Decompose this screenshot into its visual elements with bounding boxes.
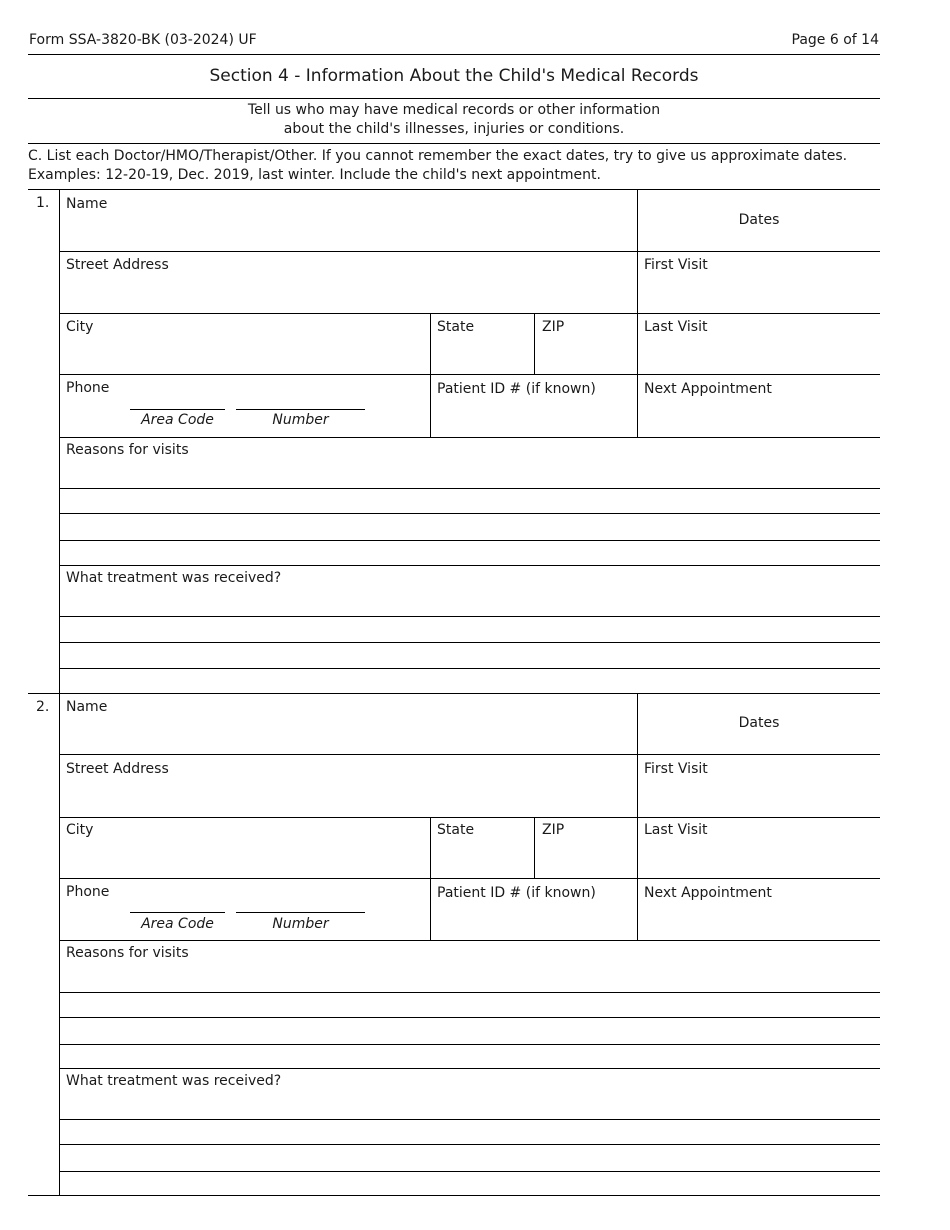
patient-id-field[interactable] (431, 399, 636, 436)
patient-id-field[interactable] (431, 903, 636, 940)
state-label: State (437, 319, 475, 335)
treatment-label: What treatment was received? (66, 570, 282, 586)
zip-field[interactable] (535, 840, 636, 878)
zip-label: ZIP (542, 822, 565, 838)
area-code-field[interactable] (130, 390, 225, 410)
city-field[interactable] (60, 337, 429, 374)
name-field[interactable] (60, 717, 636, 753)
writing-line (59, 1119, 880, 1120)
dates-header: Dates (738, 212, 780, 228)
writing-line (59, 1044, 880, 1045)
entry-number: 2. (36, 699, 50, 715)
area-code-caption: Area Code (141, 412, 214, 428)
city-field[interactable] (60, 840, 429, 878)
phone-label: Phone (66, 884, 110, 900)
row-rule (59, 251, 880, 252)
name-field[interactable] (60, 214, 636, 250)
patient-id-label: Patient ID # (if known) (437, 885, 596, 901)
city-label: City (66, 822, 94, 838)
form-id: Form SSA-3820-BK (03-2024) UF (29, 32, 257, 48)
treatment-field[interactable] (60, 588, 880, 692)
zip-field[interactable] (535, 337, 636, 374)
reasons-field[interactable] (60, 963, 880, 1068)
writing-line (59, 1017, 880, 1018)
row-rule (59, 754, 880, 755)
patient-id-label: Patient ID # (if known) (437, 381, 596, 397)
header-rule (28, 54, 880, 55)
phone-number-field[interactable] (236, 893, 365, 913)
entry-number: 1. (36, 195, 50, 211)
treatment-label: What treatment was received? (66, 1073, 282, 1089)
street-address-label: Street Address (66, 257, 169, 273)
number-caption: Number (272, 412, 329, 428)
state-field[interactable] (431, 840, 533, 878)
writing-line (59, 992, 880, 993)
street-address-label: Street Address (66, 761, 169, 777)
first-visit-field[interactable] (638, 275, 880, 312)
title-rule (28, 98, 880, 99)
last-visit-field[interactable] (638, 840, 880, 878)
writing-line (59, 616, 880, 617)
entry-bottom-rule (28, 693, 880, 694)
dates-header: Dates (738, 715, 780, 731)
row-rule (59, 940, 880, 941)
writing-line (59, 668, 880, 669)
next-appointment-field[interactable] (638, 399, 880, 436)
writing-line (59, 1144, 880, 1145)
row-rule (59, 1068, 880, 1069)
instruction-rule (28, 189, 880, 190)
writing-line (59, 488, 880, 489)
intro-rule (28, 143, 880, 144)
first-visit-label: First Visit (644, 761, 708, 777)
next-appointment-label: Next Appointment (644, 381, 772, 397)
page-number: Page 6 of 14 (791, 32, 879, 48)
intro-line-1: Tell us who may have medical records or other information (247, 102, 661, 118)
first-visit-label: First Visit (644, 257, 708, 273)
treatment-field[interactable] (60, 1091, 880, 1194)
area-code-field[interactable] (130, 893, 225, 913)
instruction-line-2: Examples: 12-20-19, Dec. 2019, last winter. Include the child's next appointment. (28, 167, 601, 183)
row-rule (59, 313, 880, 314)
state-field[interactable] (431, 337, 533, 374)
section-title: Section 4 - Information About the Child's Medical Records (209, 66, 699, 86)
number-caption: Number (272, 916, 329, 932)
street-address-field[interactable] (60, 275, 636, 312)
writing-line (59, 540, 880, 541)
state-label: State (437, 822, 475, 838)
street-address-field[interactable] (60, 779, 636, 816)
zip-label: ZIP (542, 319, 565, 335)
row-rule (59, 437, 880, 438)
writing-line (59, 1171, 880, 1172)
writing-line (59, 642, 880, 643)
last-visit-label: Last Visit (644, 822, 708, 838)
reasons-label: Reasons for visits (66, 442, 189, 458)
phone-number-field[interactable] (236, 390, 365, 410)
name-label: Name (66, 699, 108, 715)
phone-label: Phone (66, 380, 110, 396)
row-rule (59, 565, 880, 566)
entry-bottom-rule (28, 1195, 880, 1196)
row-rule (59, 878, 880, 879)
row-rule (59, 817, 880, 818)
last-visit-field[interactable] (638, 337, 880, 374)
next-appointment-label: Next Appointment (644, 885, 772, 901)
last-visit-label: Last Visit (644, 319, 708, 335)
row-rule (59, 374, 880, 375)
instruction-line-1: C. List each Doctor/HMO/Therapist/Other. If you cannot remember the exact dates, try to give us approximate dates. (28, 148, 848, 164)
reasons-label: Reasons for visits (66, 945, 189, 961)
area-code-caption: Area Code (141, 916, 214, 932)
name-label: Name (66, 196, 108, 212)
intro-line-2: about the child's illnesses, injuries or conditions. (283, 121, 625, 137)
next-appointment-field[interactable] (638, 903, 880, 940)
city-label: City (66, 319, 94, 335)
writing-line (59, 513, 880, 514)
first-visit-field[interactable] (638, 779, 880, 816)
